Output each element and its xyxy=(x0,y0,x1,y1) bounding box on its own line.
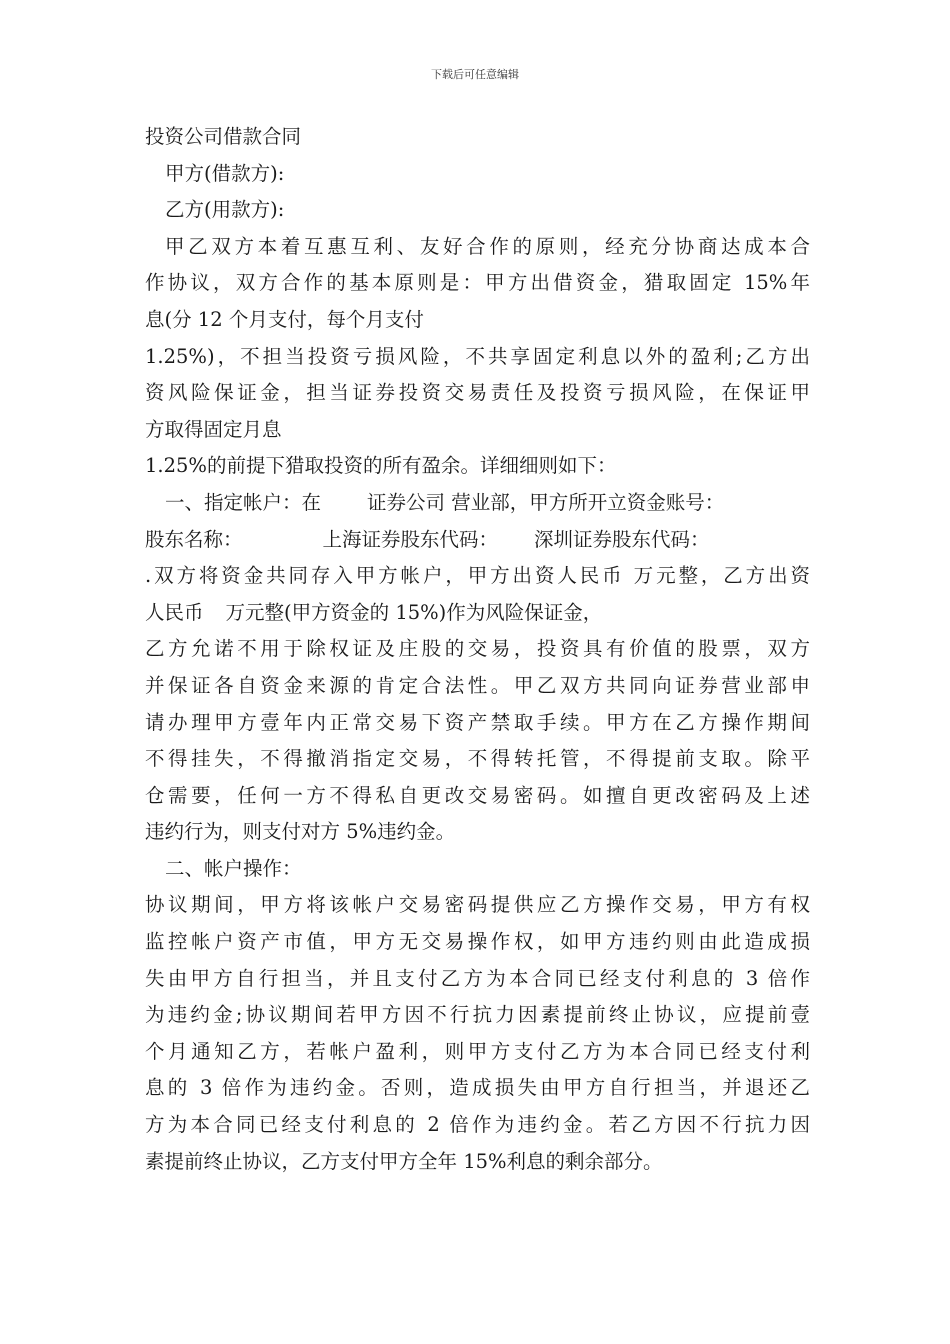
document-body xyxy=(145,119,810,1180)
paragraph-line: .双方将资金共同存入甲方帐户，甲方出资人民币 万元整，乙方出资 xyxy=(145,564,810,588)
shenzhen-code-label: 深圳证券股东代码： xyxy=(534,527,710,551)
paragraph-line: 甲乙双方本着互惠互利、友好合作的原则，经充分协商达成本合 xyxy=(165,234,810,258)
paragraph-line: 素提前终止协议，乙方支付甲方全年 15%利息的剩余部分。 xyxy=(145,1149,663,1173)
paragraph-line: 仓需要，任何一方不得私自更改交易密码。如擅自更改密码及上述 xyxy=(145,783,810,807)
paragraph-line: 个月通知乙方，若帐户盈利，则甲方支付乙方为本合同已经支付利 xyxy=(145,1039,810,1063)
paragraph-line: 1.25%的前提下猎取投资的所有盈余。详细细则如下： xyxy=(145,454,617,478)
deposit-text: 万元整(甲方资金的 15%)作为风险保证金， xyxy=(225,600,603,624)
page-header-note: 下载后可任意编辑 xyxy=(431,68,519,81)
party-a-line: 甲方(借款方): xyxy=(165,161,285,185)
paragraph-line xyxy=(145,595,810,632)
paragraph-line: 失由甲方自行担当，并且支付乙方为本合同已经支付利息的 3 倍作 xyxy=(145,966,810,990)
paragraph-line: 违约行为，则支付对方 5%违约金。 xyxy=(145,820,456,844)
section-1-heading: 一、指定帐户：在 xyxy=(165,490,322,514)
paragraph-line: 息(分 12 个月支付，每个月支付 xyxy=(145,307,424,331)
section-1-account-line xyxy=(145,485,810,522)
shareholder-codes-line xyxy=(145,522,810,559)
paragraph-line: 方为本合同已经支付利息的 2 倍作为违约金。若乙方因不行抗力因 xyxy=(145,1113,810,1137)
paragraph-line: 方取得固定月息 xyxy=(145,417,282,441)
paragraph-line: 乙方允诺不用于除权证及庄股的交易，投资具有价值的股票，双方 xyxy=(145,637,810,661)
paragraph-line: 作协议，双方合作的基本原则是：甲方出借资金，猎取固定 15%年 xyxy=(145,271,810,295)
paragraph-line: 资风险保证金，担当证券投资交易责任及投资亏损风险，在保证甲 xyxy=(145,381,810,405)
paragraph-line: 为违约金;协议期间若甲方因不行抗力因素提前终止协议，应提前壹 xyxy=(145,1003,810,1027)
paragraph-line: 1.25%)，不担当投资亏损风险，不共享固定利息以外的盈利;乙方出 xyxy=(145,344,810,368)
rmb-label: 人民币 xyxy=(145,600,204,624)
paragraph-line: 协议期间，甲方将该帐户交易密码提供应乙方操作交易，甲方有权 xyxy=(145,893,810,917)
paragraph-line: 请办理甲方壹年内正常交易下资产禁取手续。甲方在乙方操作期间 xyxy=(145,710,810,734)
section-2-heading: 二、帐户操作： xyxy=(165,856,302,880)
paragraph-line: 并保证各自资金来源的肯定合法性。甲乙双方共同向证券营业部申 xyxy=(145,673,810,697)
section-1-broker-text: 证券公司 营业部，甲方所开立资金账号： xyxy=(367,490,725,514)
paragraph-line: 不得挂失，不得撤消指定交易，不得转托管，不得提前支取。除平 xyxy=(145,747,810,771)
shareholder-name-label: 股东名称： xyxy=(145,527,243,551)
shanghai-code-label: 上海证券股东代码： xyxy=(322,527,499,551)
document-title: 投资公司借款合同 xyxy=(145,125,302,148)
paragraph-line: 监控帐户资产市值，甲方无交易操作权，如甲方违约则由此造成损 xyxy=(145,930,810,954)
party-b-line: 乙方(用款方): xyxy=(165,198,285,222)
paragraph-line: 息的 3 倍作为违约金。否则，造成损失由甲方自行担当，并退还乙 xyxy=(145,1076,810,1100)
